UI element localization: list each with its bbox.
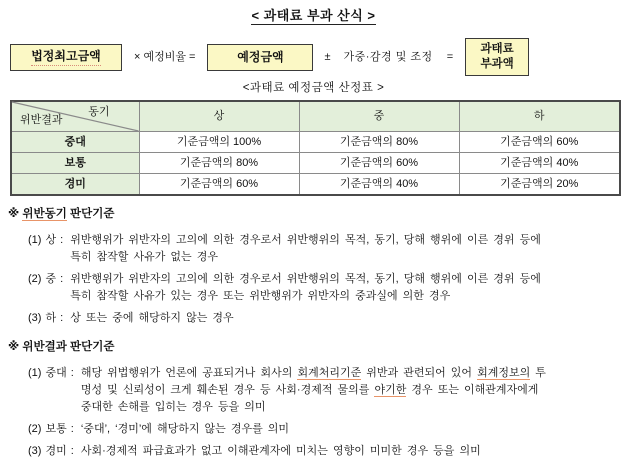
- item-prefix: (1) 상 :: [28, 234, 64, 246]
- item-body: 상 또는 중에 해당하지 않는 경우: [70, 312, 234, 324]
- cell-normal-mid: 기준금액의 60%: [299, 153, 459, 174]
- section-violation-motive-criteria: [0, 206, 627, 327]
- column-header-low: 하: [459, 101, 620, 132]
- section2-heading-text: 위반결과 판단기준: [22, 341, 115, 353]
- expected-amount-table: [10, 100, 621, 196]
- fine-imposed-amount-line2: 부과액: [480, 58, 514, 70]
- table-corner-cell: [11, 101, 139, 132]
- item-body: ‘중대’, ‘경미’에 해당하지 않는 경우를 의미: [80, 423, 290, 435]
- item-body: 해당 위법행위가 언론에 공표되거나 회사의 회계처리기준 위반과 관련되어 있어 회계정보의 투 명성 및 신뢰성이 크게 훼손된 경우 등 사회·경제적 물의를 야기한 경우 또는 이해관계자에게 중대한 손해를 입히는 경우 등을 의미: [80, 367, 546, 413]
- section1-heading-rest: 판단기준: [70, 208, 115, 220]
- formula-box-fine-imposed-amount: [465, 38, 529, 76]
- item-prefix: (3) 경미 :: [28, 445, 74, 457]
- spellcheck-underlined-word: 회계처리기준: [297, 367, 362, 379]
- cell-minor-mid: 기준금액의 40%: [299, 174, 459, 196]
- item-prefix: (3) 하 :: [28, 312, 64, 324]
- spellcheck-underlined-word: 회계정보의: [477, 367, 531, 379]
- cell-minor-high: 기준금액의 60%: [139, 174, 299, 196]
- list-item-motive-mid: [28, 271, 627, 305]
- list-item-motive-high: [28, 232, 627, 266]
- corner-label-violation-result: 위반결과: [20, 114, 63, 126]
- section1-heading: [8, 206, 627, 223]
- row-label-minor: 경미: [11, 174, 139, 196]
- section1-marker: ※: [8, 208, 20, 220]
- formula-operator-multiply-rate: × 예정비율 =: [134, 50, 196, 63]
- item-prefix: (2) 보통 :: [28, 423, 74, 435]
- formula-row: [0, 36, 627, 78]
- item-body: 사회·경제적 파급효과가 없고 이해관계자에 미치는 영향이 미미한 경우 등을 의미: [80, 445, 481, 457]
- section2-marker: ※: [8, 341, 20, 353]
- column-header-high: 상: [139, 101, 299, 132]
- page-title: [0, 0, 627, 27]
- row-label-severe: 중대: [11, 132, 139, 153]
- item-prefix: (1) 중대 :: [28, 367, 74, 379]
- row-label-normal: 보통: [11, 153, 139, 174]
- cell-severe-low: 기준금액의 60%: [459, 132, 620, 153]
- statutory-max-amount-label: 법정최고금액: [31, 48, 101, 66]
- table-row-normal: [11, 153, 620, 174]
- list-item-motive-low: [28, 310, 627, 327]
- table-row-severe: [11, 132, 620, 153]
- cell-minor-low: 기준금액의 20%: [459, 174, 620, 196]
- cell-severe-high: 기준금액의 100%: [139, 132, 299, 153]
- formula-operator-equals: =: [446, 50, 454, 63]
- column-header-mid: 중: [299, 101, 459, 132]
- page-title-text: < 과태료 부과 산식 >: [251, 8, 376, 23]
- list-item-result-normal: [28, 421, 627, 438]
- list-item-result-severe: [28, 365, 627, 416]
- item-body: 위반행위가 위반자의 고의에 의한 경우로서 위반행위의 목적, 동기, 당해 행위에 이른 경위 등에 특히 참작할 사유가 없는 경우: [70, 234, 541, 263]
- table-title: <과태료 예정금액 산정표 >: [242, 82, 385, 94]
- cell-normal-low: 기준금액의 40%: [459, 153, 620, 174]
- section1-heading-word: 위반동기: [22, 208, 67, 220]
- table-header-row: [11, 101, 620, 132]
- list-item-result-minor: [28, 443, 627, 460]
- section-violation-result-criteria: [0, 339, 627, 460]
- cell-normal-high: 기준금액의 80%: [139, 153, 299, 174]
- formula-box-statutory-max-amount: [10, 44, 122, 71]
- spellcheck-underlined-word: 야기한: [374, 384, 407, 396]
- section2-heading: [8, 339, 627, 356]
- fine-imposed-amount-line1: 과태료: [480, 43, 514, 55]
- formula-box-expected-amount: [207, 44, 313, 71]
- table-row-minor: [11, 174, 620, 196]
- corner-label-motive: 동기: [88, 106, 110, 118]
- item-prefix: (2) 중 :: [28, 273, 64, 285]
- cell-severe-mid: 기준금액의 80%: [299, 132, 459, 153]
- item-body: 위반행위가 위반자의 고의에 의한 경우로서 위반행위의 목적, 동기, 당해 행위에 이른 경위 등에 특히 참작할 사유가 있는 경우 또는 위반행위가 위반자의 중과실에 의한 경우: [70, 273, 541, 302]
- formula-adjustment-label: 가중·감경 및 조정: [343, 50, 433, 63]
- formula-operator-plus-minus: ±: [324, 50, 331, 63]
- expected-amount-label: 예정금액: [237, 49, 284, 64]
